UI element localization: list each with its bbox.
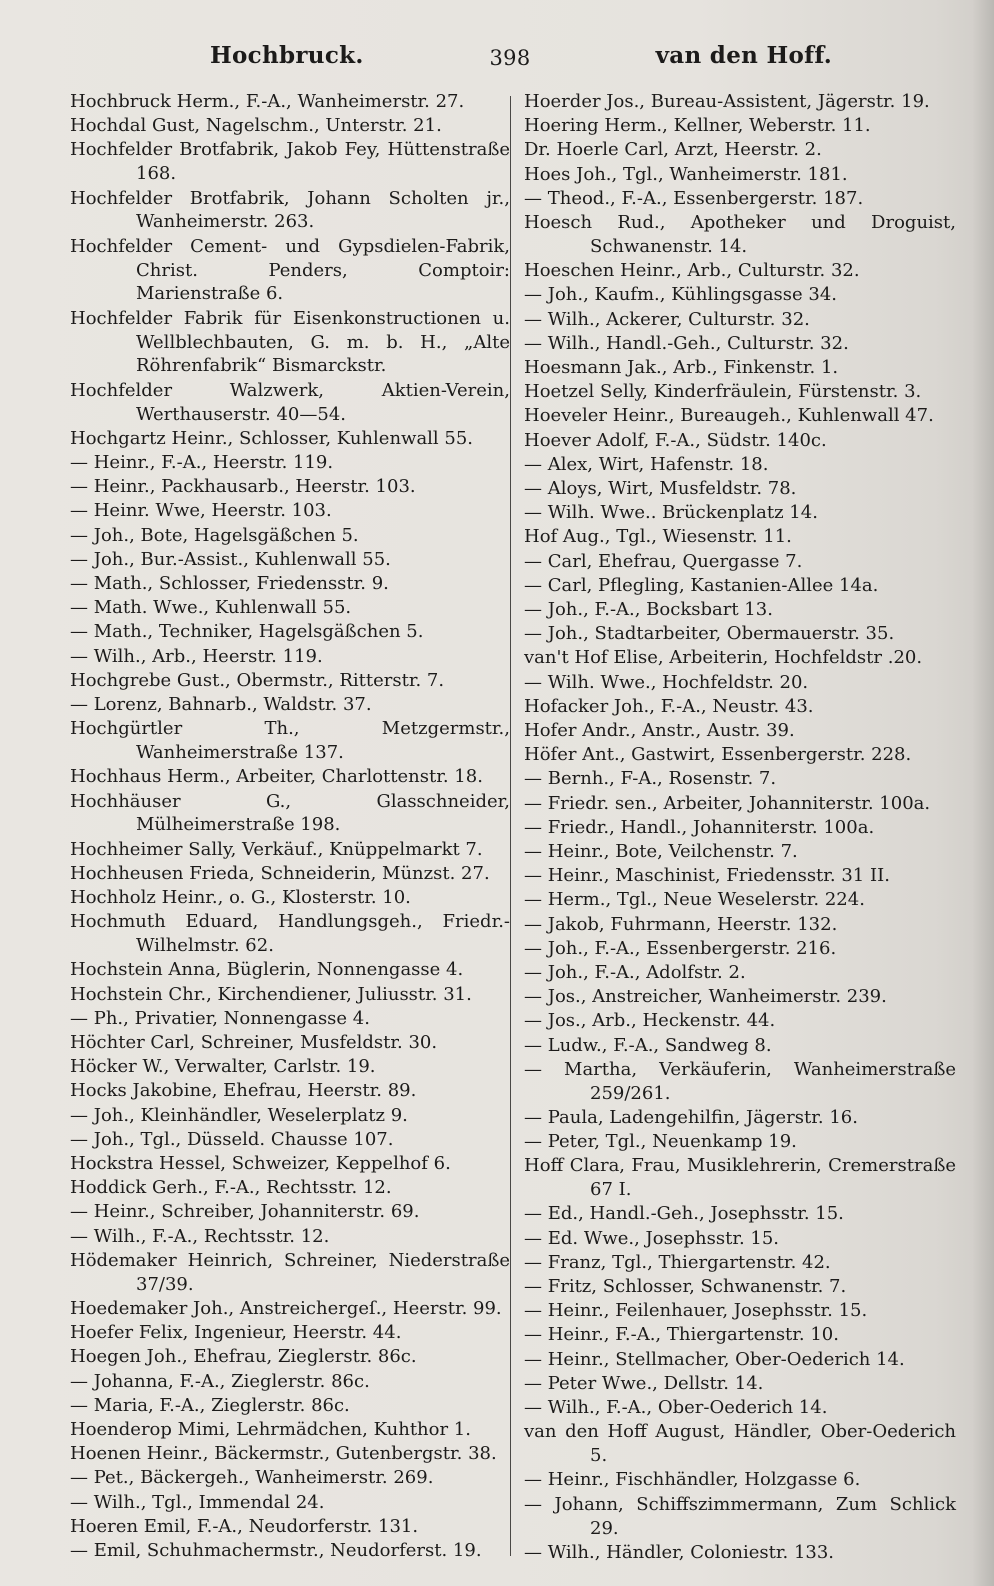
directory-entry: Hoddick Gerh., F.-A., Rechtsstr. 12. (70, 1177, 392, 1199)
directory-entry: — Math. Wwe., Kuhlenwall 55. (70, 597, 352, 619)
directory-entry: — Martha, Verkäuferin, Wanheimerstraße 259/261. (524, 1058, 956, 1104)
directory-entry: — Heinr., Maschinist, Friedensstr. 31 II. (524, 865, 890, 887)
directory-entry: Hochgürtler Th., Metzgermstr., Wanheimerstraße 137. (70, 718, 510, 764)
directory-entry: — Friedr., Handl., Johanniterstr. 100a. (524, 816, 875, 838)
running-header (70, 42, 950, 82)
directory-entry: — Heinr., Bote, Veilchenstr. 7. (524, 841, 798, 862)
directory-entry: — Aloys, Wirt, Musfeldstr. 78. (524, 477, 797, 499)
directory-entry: van den Hoff August, Händler, Ober-Oederich 5. (524, 1421, 956, 1467)
directory-entry: Hocks Jakobine, Ehefrau, Heerstr. 89. (70, 1080, 417, 1102)
directory-entry: — Ed. Wwe., Josephsstr. 15. (524, 1227, 780, 1249)
directory-entry: Hochgartz Heinr., Schlosser, Kuhlenwall 55. (70, 427, 474, 449)
directory-entry: — Joh., F.-A., Adolfstr. 2. (524, 962, 746, 984)
directory-entry: Hoeveler Heinr., Bureaugeh., Kuhlenwall 47. (524, 405, 934, 427)
directory-entry: Hoever Adolf, F.-A., Südstr. 140c. (524, 429, 827, 451)
directory-entry: Hoering Herm., Kellner, Weberstr. 11. (524, 115, 871, 137)
directory-entry: — Joh., F.-A., Essenbergerstr. 216. (524, 937, 837, 959)
directory-entry: Hochmuth Eduard, Handlungsgeh., Friedr.-Wilhelmstr. 62. (70, 911, 510, 957)
directory-entry: Hochdal Gust, Nagelschm., Unterstr. 21. (70, 115, 442, 137)
right-column (524, 90, 956, 1565)
directory-entry: — Wilh., Ackerer, Culturstr. 32. (524, 308, 810, 330)
directory-entry: Hochfelder Brotfabrik, Jakob Fey, Hüttenstraße 168. (70, 139, 510, 185)
directory-entry: Dr. Hoerle Carl, Arzt, Heerstr. 2. (524, 139, 822, 161)
directory-entry: — Peter, Tgl., Neuenkamp 19. (524, 1131, 797, 1153)
directory-entry: Hochheusen Frieda, Schneiderin, Münzst. 27. (70, 862, 490, 884)
directory-entry: — Carl, Ehefrau, Quergasse 7. (524, 550, 803, 572)
directory-entry: Hochfelder Cement- und Gypsdielen-Fabrik, Christ. Penders, Comptoir: Marienstraße 6. (70, 235, 510, 305)
directory-entry: Hochstein Anna, Büglerin, Nonnengasse 4. (70, 959, 464, 981)
directory-entry: — Jos., Anstreicher, Wanheimerstr. 239. (524, 986, 887, 1008)
directory-entry: — Johanna, F.-A., Zieglerstr. 86c. (70, 1370, 370, 1392)
left-column (70, 90, 510, 1563)
column-divider (510, 96, 511, 1556)
directory-entry: — Joh., Stadtarbeiter, Obermauerstr. 35. (524, 623, 895, 645)
directory-entry: — Pet., Bäckergeh., Wanheimerstr. 269. (70, 1467, 434, 1489)
directory-entry: — Math., Techniker, Hagelsgäßchen 5. (70, 621, 424, 643)
directory-entry: — Peter Wwe., Dellstr. 14. (524, 1372, 764, 1394)
directory-entry: — Paula, Ladengehilfin, Jägerstr. 16. (524, 1106, 858, 1128)
directory-entry: — Heinr., F.-A., Thiergartenstr. 10. (524, 1324, 839, 1346)
directory-entry: Hochhaus Herm., Arbeiter, Charlottenstr. 18. (70, 766, 483, 788)
directory-entry: — Heinr., Schreiber, Johanniterstr. 69. (70, 1201, 420, 1223)
directory-entry: — Ph., Privatier, Nonnengasse 4. (70, 1007, 370, 1029)
directory-entry: — Joh., Bote, Hagelsgäßchen 5. (70, 524, 359, 546)
directory-entry: — Joh., Kleinhändler, Weselerplatz 9. (70, 1104, 408, 1126)
directory-entry: Höchter Carl, Schreiner, Musfeldstr. 30. (70, 1031, 438, 1053)
header-first-entry: Hochbruck. (210, 42, 364, 69)
directory-entry: Hoesmann Jak., Arb., Finkenstr. 1. (524, 356, 839, 378)
directory-entry: — Herm., Tgl., Neue Weselerstr. 224. (524, 889, 865, 911)
directory-entry: — Wilh., F.-A., Rechtsstr. 12. (70, 1225, 330, 1247)
directory-entry: — Jakob, Fuhrmann, Heerstr. 132. (524, 913, 838, 935)
directory-entry: Hochgrebe Gust., Obermstr., Ritterstr. 7. (70, 669, 445, 691)
directory-entry: — Wilh., Tgl., Immendal 24. (70, 1491, 325, 1513)
directory-entry: — Johann, Schiffszimmermann, Zum Schlick 29. (524, 1493, 956, 1539)
directory-entry: — Fritz, Schlosser, Schwanenstr. 7. (524, 1276, 847, 1298)
directory-entry: — Emil, Schuhmachermstr., Neudorferst. 19. (70, 1539, 482, 1561)
directory-entry: — Wilh. Wwe., Hochfeldstr. 20. (524, 671, 809, 693)
directory-entry: Hoegen Joh., Ehefrau, Zieglerstr. 86c. (70, 1346, 417, 1368)
directory-entry: — Wilh., Händler, Coloniestr. 133. (524, 1541, 835, 1563)
directory-entry: — Bernh., F-A., Rosenstr. 7. (524, 768, 777, 790)
directory-entry: — Math., Schlosser, Friedensstr. 9. (70, 572, 389, 594)
directory-entry: — Heinr., Packhausarb., Heerstr. 103. (70, 476, 416, 498)
directory-entry: — Jos., Arb., Heckenstr. 44. (524, 1010, 776, 1032)
directory-entry: Hoenderop Mimi, Lehrmädchen, Kuhthor 1. (70, 1418, 471, 1440)
directory-entry: — Wilh., Handl.-Geh., Culturstr. 32. (524, 332, 849, 354)
directory-entry: — Theod., F.-A., Essenbergerstr. 187. (524, 187, 864, 209)
directory-entry: Hoeren Emil, F.-A., Neudorferstr. 131. (70, 1515, 419, 1537)
page-number: 398 (489, 46, 531, 70)
directory-entry: — Heinr., Feilenhauer, Josephsstr. 15. (524, 1300, 868, 1322)
directory-entry: — Ed., Handl.-Geh., Josephsstr. 15. (524, 1203, 844, 1225)
directory-entry: — Lorenz, Bahnarb., Waldstr. 37. (70, 694, 372, 715)
directory-entry: — Heinr., Fischhändler, Holzgasse 6. (524, 1469, 861, 1491)
directory-entry: — Joh., Bur.-Assist., Kuhlenwall 55. (70, 548, 391, 570)
directory-entry: Hoetzel Selly, Kinderfräulein, Fürstenstr. 3. (524, 381, 922, 403)
directory-entry: — Wilh. Wwe.. Brückenplatz 14. (524, 502, 818, 524)
directory-entry: Hoff Clara, Frau, Musiklehrerin, Cremerstraße 67 I. (524, 1155, 956, 1201)
directory-entry: Hoes Joh., Tgl., Wanheimerstr. 181. (524, 163, 848, 185)
directory-entry: Hochheimer Sally, Verkäuf., Knüppelmarkt 7. (70, 838, 483, 860)
directory-entry: — Joh., F.-A., Bocksbart 13. (524, 598, 773, 620)
directory-entry: Hoedemaker Joh., Anstreichergeſ., Heerstr. 99. (70, 1297, 502, 1319)
directory-entry: Hochholz Heinr., o. G., Klosterstr. 10. (70, 887, 411, 909)
directory-entry: — Franz, Tgl., Thiergartenstr. 42. (524, 1251, 831, 1273)
directory-entry: — Carl, Pflegling, Kastanien-Allee 14a. (524, 574, 879, 596)
directory-entry: Hofer Andr., Anstr., Austr. 39. (524, 719, 795, 741)
directory-entry: Hödemaker Heinrich, Schreiner, Niederstraße 37/39. (70, 1249, 510, 1295)
directory-entry: Höcker W., Verwalter, Carlstr. 19. (70, 1056, 376, 1078)
directory-entry: — Joh., Tgl., Düsseld. Chausse 107. (70, 1128, 394, 1150)
directory-entry: Höfer Ant., Gastwirt, Essenbergerstr. 228. (524, 744, 912, 766)
directory-entry: Hoerder Jos., Bureau-Assistent, Jägerstr. 19. (524, 91, 930, 112)
directory-entry: — Maria, F.-A., Zieglerstr. 86c. (70, 1394, 350, 1416)
directory-entry: — Heinr., Stellmacher, Ober-Oederich 14. (524, 1348, 905, 1370)
directory-entry: — Joh., Kaufm., Kühlingsgasse 34. (524, 284, 838, 306)
directory-entry: — Wilh., Arb., Heerstr. 119. (70, 645, 323, 667)
directory-entry: — Heinr., F.-A., Heerstr. 119. (70, 451, 334, 473)
directory-entry: Hochfelder Walzwerk, Aktien-Verein, Werthauserstr. 40—54. (70, 379, 510, 425)
directory-entry: — Friedr. sen., Arbeiter, Johanniterstr. 100a. (524, 792, 931, 814)
directory-entry: Hoenen Heinr., Bäckermstr., Gutenbergstr. 38. (70, 1443, 497, 1465)
directory-entry: Hoefer Felix, Ingenieur, Heerstr. 44. (70, 1322, 402, 1344)
directory-entry: van't Hof Elise, Arbeiterin, Hochfeldstr .20. (524, 647, 923, 669)
directory-entry: Hoeschen Heinr., Arb., Culturstr. 32. (524, 260, 860, 282)
directory-entry: Hofacker Joh., F.-A., Neustr. 43. (524, 695, 814, 717)
directory-entry: — Heinr. Wwe, Heerstr. 103. (70, 500, 332, 522)
header-last-entry: van den Hoff. (655, 42, 832, 69)
directory-entry: Hochbruck Herm., F.-A., Wanheimerstr. 27. (70, 91, 465, 112)
directory-entry: Hochhäuser G., Glasschneider, Mülheimerstraße 198. (70, 790, 510, 836)
directory-entry: — Alex, Wirt, Hafenstr. 18. (524, 453, 769, 475)
directory-entry: Hochfelder Fabrik für Eisenkonstructionen u. Wellblechbauten, G. m. b. H., „Alte Röhrenfabrik“ Bismarckstr. (70, 307, 510, 377)
directory-entry: Hochstein Chr., Kirchendiener, Juliusstr. 31. (70, 983, 472, 1005)
directory-entry: Hoesch Rud., Apotheker und Droguist, Schwanenstr. 14. (524, 212, 956, 257)
directory-entry: — Wilh., F.-A., Ober-Oederich 14. (524, 1397, 828, 1419)
directory-entry: — Ludw., F.-A., Sandweg 8. (524, 1034, 772, 1056)
page-edge-shadow (972, 0, 994, 1586)
directory-entry: Hockstra Hessel, Schweizer, Keppelhof 6. (70, 1152, 451, 1174)
directory-entry: Hochfelder Brotfabrik, Johann Scholten jr., Wanheimerstr. 263. (70, 187, 510, 233)
directory-entry: Hof Aug., Tgl., Wiesenstr. 11. (524, 526, 792, 548)
